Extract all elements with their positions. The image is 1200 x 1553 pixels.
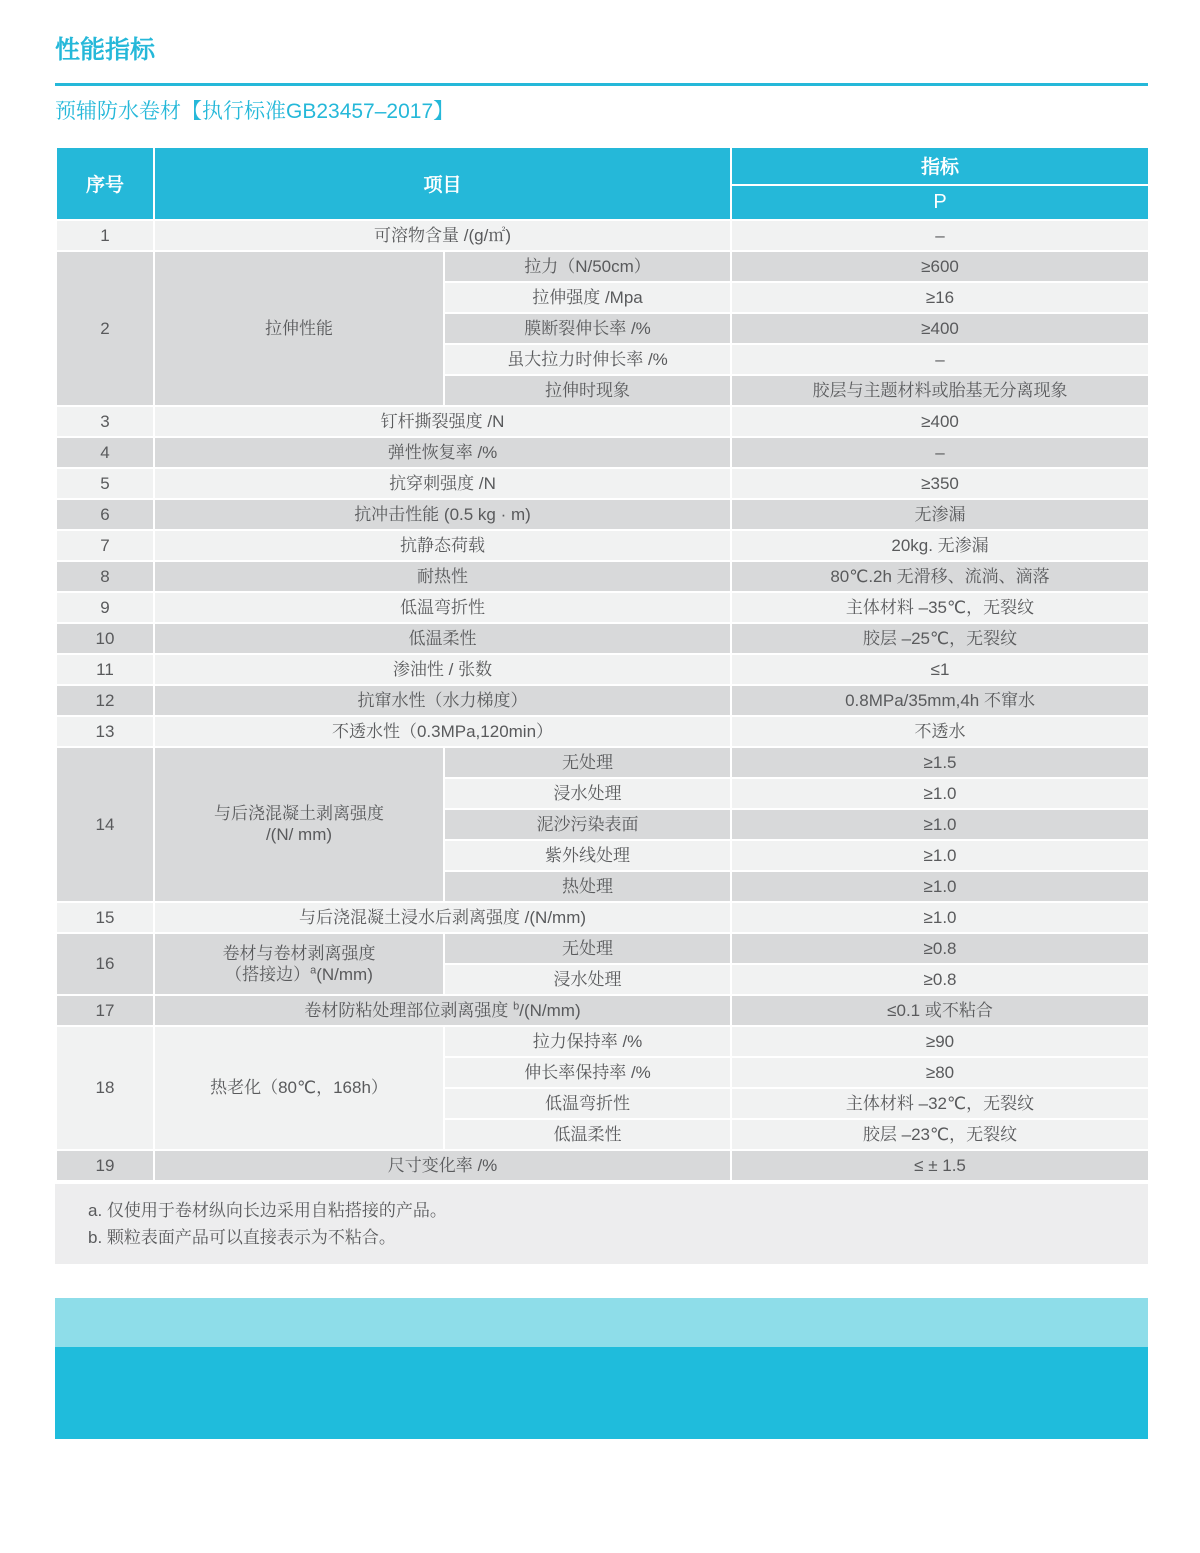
sub-item-cell: 虽大拉力时伸长率 /% [444,344,731,375]
sub-item-cell: 紫外线处理 [444,840,731,871]
sub-item-cell: 浸水处理 [444,778,731,809]
row-number-cell: 7 [56,530,154,561]
header-col-p: P [731,185,1149,220]
table-row [56,220,1149,251]
item-cell: 尺寸变化率 /% [154,1150,731,1181]
sub-item-cell: 拉伸时现象 [444,375,731,406]
item-cell: 与后浇混凝土剥离强度 /(N/ mm) [154,747,444,902]
table-row [56,716,1149,747]
table-row [56,995,1149,1026]
table-row [56,468,1149,499]
header-col-indicator: 指标 [731,147,1149,185]
row-number-cell: 18 [56,1026,154,1150]
sub-item-cell: 拉伸强度 /Mpa [444,282,731,313]
header-row-1 [56,147,1149,185]
item-cell: 不透水性（0.3MPa,120min） [154,716,731,747]
row-number-cell: 3 [56,406,154,437]
table-body [56,220,1149,1181]
sub-item-cell: 浸水处理 [444,964,731,995]
value-cell: 胶层与主题材料或胎基无分离现象 [731,375,1149,406]
value-cell: 胶层 –23℃，无裂纹 [731,1119,1149,1150]
sub-item-cell: 低温柔性 [444,1119,731,1150]
row-number-cell: 17 [56,995,154,1026]
row-number-cell: 10 [56,623,154,654]
footnote-ref-superscript: a [310,964,317,977]
item-cell: 渗油性 / 张数 [154,654,731,685]
value-cell: ≥600 [731,251,1149,282]
sub-item-cell: 伸长率保持率 /% [444,1057,731,1088]
table-row [56,1150,1149,1181]
row-number-cell: 13 [56,716,154,747]
row-number-cell: 12 [56,685,154,716]
footnotes [55,1184,1148,1264]
value-cell: ≥400 [731,406,1149,437]
value-cell: ≥1.0 [731,840,1149,871]
item-cell: 卷材与卷材剥离强度 （搭接边）$^a$(N/mm) [154,933,444,995]
value-cell: – [731,437,1149,468]
value-cell: 80℃.2h 无滑移、流淌、滴落 [731,561,1149,592]
table-row [56,530,1149,561]
item-cell: 与后浇混凝土浸水后剥离强度 /(N/mm) [154,902,731,933]
page-subtitle: 预辅防水卷材【执行标准GB23457–2017】 [55,99,455,123]
value-cell: ≥350 [731,468,1149,499]
item-cell: 拉伸性能 [154,251,444,406]
table-row [56,654,1149,685]
item-cell: 抗窜水性（水力梯度） [154,685,731,716]
band-dark [55,1347,1148,1439]
table-row [56,685,1149,716]
sub-item-cell: 低温弯折性 [444,1088,731,1119]
item-cell: 抗静态荷载 [154,530,731,561]
table-row [56,561,1149,592]
item-cell: 钉杆撕裂强度 /N [154,406,731,437]
row-number-cell: 16 [56,933,154,995]
footnote-a: a. 仅使用于卷材纵向长边采用自粘搭接的产品。 [88,1200,447,1220]
value-cell: ≥1.5 [731,747,1149,778]
table-row [56,437,1149,468]
value-cell: 无渗漏 [731,499,1149,530]
sub-item-cell: 膜断裂伸长率 /% [444,313,731,344]
value-cell: 胶层 –25℃，无裂纹 [731,623,1149,654]
sub-item-cell: 无处理 [444,747,731,778]
table-row [56,251,1149,282]
footnote-ref-superscript: b [513,1000,520,1013]
value-cell: ≥1.0 [731,902,1149,933]
footnote-b: b. 颗粒表面产品可以直接表示为不粘合。 [88,1227,396,1247]
title-rule [55,83,1148,86]
table-row [56,499,1149,530]
value-cell: ≥0.8 [731,964,1149,995]
item-cell: 卷材防粘处理部位剥离强度 $^b$/(N/mm) [154,995,731,1026]
value-cell: ≥0.8 [731,933,1149,964]
sub-item-cell: 无处理 [444,933,731,964]
header-col-item: 项目 [154,147,731,220]
page-title: 性能指标 [55,36,156,64]
sub-item-cell: 拉力（N/50cm） [444,251,731,282]
row-number-cell: 2 [56,251,154,406]
table-row [56,1026,1149,1057]
item-cell: 耐热性 [154,561,731,592]
value-cell: ≥80 [731,1057,1149,1088]
item-cell: 抗穿刺强度 /N [154,468,731,499]
value-cell: ≤ ± 1.5 [731,1150,1149,1181]
row-number-cell: 14 [56,747,154,902]
item-cell: 弹性恢复率 /% [154,437,731,468]
row-number-cell: 19 [56,1150,154,1181]
value-cell: 不透水 [731,716,1149,747]
value-cell: ≥1.0 [731,871,1149,902]
item-cell: 低温弯折性 [154,592,731,623]
item-cell: 抗冲击性能 (0.5 kg · m) [154,499,731,530]
item-cell: 热老化（80℃，168h） [154,1026,444,1150]
table-row [56,406,1149,437]
row-number-cell: 8 [56,561,154,592]
value-cell: – [731,344,1149,375]
row-number-cell: 1 [56,220,154,251]
table-row [56,747,1149,778]
value-cell: – [731,220,1149,251]
value-cell: ≤1 [731,654,1149,685]
value-cell: ≤0.1 或不粘合 [731,995,1149,1026]
spec-table [55,146,1150,1182]
value-cell: ≥1.0 [731,809,1149,840]
table-row [56,933,1149,964]
value-cell: 20kg. 无渗漏 [731,530,1149,561]
row-number-cell: 6 [56,499,154,530]
value-cell: ≥16 [731,282,1149,313]
value-cell: 主体材料 –32℃，无裂纹 [731,1088,1149,1119]
table-header [56,147,1149,220]
value-cell: 0.8MPa/35mm,4h 不窜水 [731,685,1149,716]
row-number-cell: 4 [56,437,154,468]
table-row [56,592,1149,623]
band-light [55,1298,1148,1347]
row-number-cell: 9 [56,592,154,623]
sub-item-cell: 拉力保持率 /% [444,1026,731,1057]
table-row [56,623,1149,654]
sub-item-cell: 热处理 [444,871,731,902]
row-number-cell: 5 [56,468,154,499]
value-cell: ≥90 [731,1026,1149,1057]
item-cell: 低温柔性 [154,623,731,654]
item-cell: 可溶物含量 /(g/㎡) [154,220,731,251]
table-row [56,902,1149,933]
sub-item-cell: 泥沙污染表面 [444,809,731,840]
value-cell: ≥1.0 [731,778,1149,809]
header-col-no: 序号 [56,147,154,220]
row-number-cell: 11 [56,654,154,685]
value-cell: ≥400 [731,313,1149,344]
value-cell: 主体材料 –35℃，无裂纹 [731,592,1149,623]
row-number-cell: 15 [56,902,154,933]
